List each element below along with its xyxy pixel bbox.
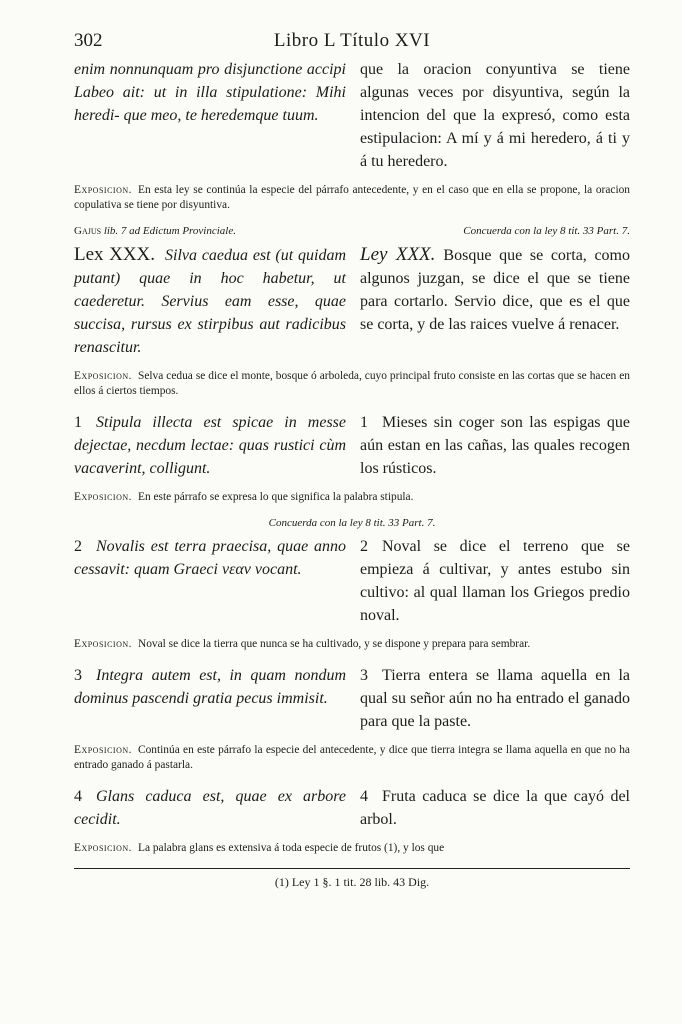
lex30-spanish-text: Bosque que se corta, como algunos juzgan, se dice el que se tiene para cortarlo. Servio dice, que es el que se corta, y de las raices vuelve á renacer. bbox=[360, 247, 630, 333]
footnote-rule bbox=[74, 868, 630, 869]
par1-spanish-text: Mieses sin coger son las espigas que aún estan en las cañas, las quales recogen los rústicos. bbox=[360, 414, 630, 477]
source-author: Gajus bbox=[74, 225, 102, 237]
paragraph-number: 3 bbox=[360, 667, 368, 684]
par3-latin bbox=[74, 664, 346, 733]
intro-spanish: que la oracion conyuntiva se tiene algunas veces por disyuntiva, según la intencion del que la expresó, como esta estipulacion: A mí y á mi heredero, á ti y á tu heredero. bbox=[360, 61, 630, 170]
lex30-latin-text: Silva caedua est (ut quidam putant) quae in hoc habetur, ut caederetur. Servius eam esse, quae succisa, rursus ex stirpibus aut radicibus renascitur. bbox=[74, 247, 346, 356]
par3-spanish bbox=[360, 664, 630, 733]
exposicion-text: La palabra glans es extensiva á toda especie de frutos (1), y los que bbox=[137, 842, 445, 854]
exposicion-text: Continúa en este párrafo la especie del antecedente, y dice que tierra integra se llama aquella en que no ha entrado ganado á pastarla. bbox=[74, 744, 630, 771]
par3-section bbox=[74, 664, 630, 773]
exposicion-label: Exposicion. bbox=[74, 842, 132, 854]
running-title: Libro L Título XVI bbox=[273, 30, 431, 51]
page-number: 302 bbox=[74, 30, 103, 51]
par1-exposicion bbox=[74, 490, 630, 505]
exposicion-text: Noval se dice la tierra que nunca se ha cultivado, y se dispone y prepara para sembrar. bbox=[137, 638, 531, 650]
par1-latin-text: Stipula illecta est spicae in messe dejectae, necdum lectae: quas rustici cùm vacaverint, colligunt. bbox=[74, 414, 346, 477]
par3-latin-text: Integra autem est, in quam nondum dominus pascendi gratia pecus immisit. bbox=[74, 667, 346, 707]
paragraph-number: 2 bbox=[74, 538, 82, 555]
paragraph-number: 4 bbox=[74, 788, 82, 805]
intro-latin: enim nonnunquam pro disjunctione accipi Labeo ait: ut in illa stipulatione: Mihi heredi- que meo, te heredemque tuum. bbox=[74, 61, 346, 124]
lex30-spanish bbox=[360, 243, 630, 359]
par3-exposicion bbox=[74, 743, 630, 773]
par2-exposicion bbox=[74, 637, 630, 652]
par2-latin-text: Novalis est terra praecisa, quae anno cessavit: quam Graeci νεαν vocant. bbox=[74, 538, 346, 578]
par4-latin-text: Glans caduca est, quae ex arbore cecidit. bbox=[74, 788, 346, 828]
par4-exposicion bbox=[74, 841, 630, 856]
lex30-latin bbox=[74, 243, 346, 359]
exposicion-label: Exposicion. bbox=[74, 744, 132, 756]
paragraph-number: 2 bbox=[360, 538, 368, 555]
par1-latin bbox=[74, 411, 346, 480]
exposicion-text: Selva cedua se dice el monte, bosque ó arboleda, cuyo principal fruto consiste en las cortas que se hacen en ellos á ciertos tiempos. bbox=[74, 370, 630, 397]
source-work: lib. 7 ad Edictum Provinciale. bbox=[103, 225, 236, 237]
lex30-exposicion bbox=[74, 369, 630, 399]
lex30-concordance: Concuerda con la ley 8 tit. 33 Part. 7. bbox=[463, 225, 630, 237]
lex30-sources bbox=[74, 225, 630, 237]
par4-section bbox=[74, 785, 630, 856]
par4-spanish-text: Fruta caduca se dice la que cayó del arbol. bbox=[360, 788, 630, 828]
exposicion-text: En este párrafo se expresa lo que significa la palabra stipula. bbox=[137, 491, 414, 503]
paragraph-number: 1 bbox=[74, 414, 82, 431]
exposicion-text: En esta ley se continúa la especie del párrafo antecedente, y en el caso que en ella se propone, la oracion copulativa se tiene por disyuntiva. bbox=[74, 184, 630, 211]
par4-spanish bbox=[360, 785, 630, 831]
paragraph-number: 1 bbox=[360, 414, 368, 431]
exposicion-label: Exposicion. bbox=[74, 370, 132, 382]
paragraph-number: 4 bbox=[360, 788, 368, 805]
par4-latin bbox=[74, 785, 346, 831]
exposicion-label: Exposicion. bbox=[74, 491, 132, 503]
intro-section bbox=[74, 58, 630, 213]
lex30-source bbox=[74, 225, 236, 237]
par2-concordance: Concuerda con la ley 8 tit. 33 Part. 7. bbox=[268, 517, 436, 529]
par1-spanish bbox=[360, 411, 630, 480]
ley-heading: Ley XXX. bbox=[360, 244, 436, 265]
exposicion-label: Exposicion. bbox=[74, 638, 132, 650]
par1-section bbox=[74, 411, 630, 505]
page-header bbox=[74, 30, 630, 58]
footnote: (1) Ley 1 §. 1 tit. 28 lib. 43 Dig. bbox=[274, 875, 430, 889]
intro-exposicion bbox=[74, 183, 630, 213]
lex30-section bbox=[74, 225, 630, 399]
page bbox=[74, 30, 630, 890]
exposicion-label: Exposicion. bbox=[74, 184, 132, 196]
paragraph-number: 3 bbox=[74, 667, 82, 684]
par2-latin bbox=[74, 535, 346, 627]
par2-section bbox=[74, 517, 630, 652]
lex-heading: Lex XXX. bbox=[74, 244, 156, 265]
par3-spanish-text: Tierra entera se llama aquella en la qual su señor aún no ha entrado el ganado para que la paste. bbox=[360, 667, 630, 730]
par2-spanish bbox=[360, 535, 630, 627]
par2-spanish-text: Noval se dice el terreno que se empieza á cultivar, y antes estubo sin cultivo: al qual llaman los Griegos predio noval. bbox=[360, 538, 630, 624]
